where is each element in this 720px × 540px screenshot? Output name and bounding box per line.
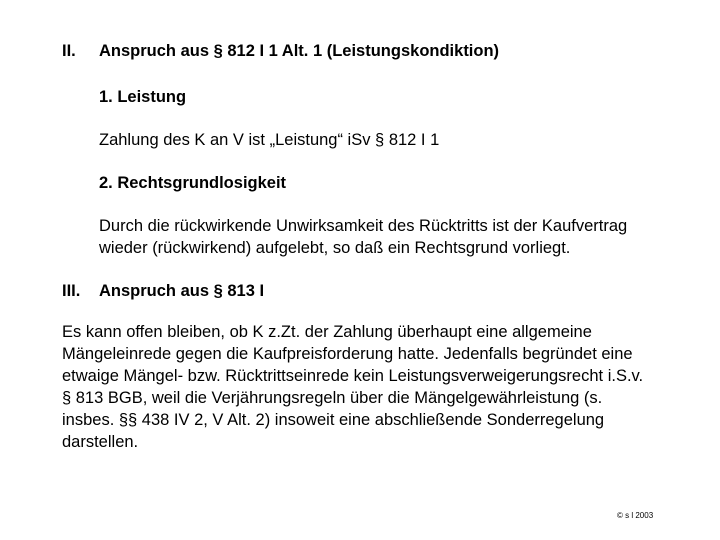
section-iii-title: Anspruch aus § 813 I	[99, 282, 265, 300]
section-ii-number: II.	[62, 42, 76, 60]
subheading-leistung: 1. Leistung	[99, 88, 187, 106]
paragraph-line: etwaige Mängel- bzw. Rücktrittseinrede kein Leistungsverweigerungsrecht i.S.v.	[62, 367, 644, 385]
subheading-rechtsgrundlosigkeit: 2. Rechtsgrundlosigkeit	[99, 174, 287, 192]
leistung-text: Zahlung des K an V ist „Leistung“ iSv § 812 I 1	[99, 131, 440, 149]
paragraph-line: § 813 BGB, weil die Verjährungsregeln über die Mängelgewährleistung (s.	[62, 389, 603, 407]
section-iii-paragraph	[62, 321, 643, 453]
paragraph-line: wieder (rückwirkend) aufgelebt, so daß ein Rechtsgrund vorliegt.	[99, 239, 571, 257]
paragraph-line: Mängeleinrede gegen die Kaufpreisforderung hatte. Jedenfalls begründet eine	[62, 345, 633, 363]
paragraph-line: Durch die rückwirkende Unwirksamkeit des Rücktritts ist der Kaufvertrag	[99, 217, 628, 235]
rechtsgrundlosigkeit-paragraph	[99, 215, 627, 259]
copyright-footer: © s l 2003	[617, 511, 654, 520]
paragraph-line: darstellen.	[62, 433, 139, 451]
section-iii-number: III.	[62, 282, 81, 300]
paragraph-line: Es kann offen bleiben, ob K z.Zt. der Zahlung überhaupt eine allgemeine	[62, 323, 592, 341]
section-ii-title: Anspruch aus § 812 I 1 Alt. 1 (Leistungskondiktion)	[99, 42, 500, 60]
paragraph-line: insbes. §§ 438 IV 2, V Alt. 2) insoweit eine abschließende Sonderregelung	[62, 411, 605, 429]
